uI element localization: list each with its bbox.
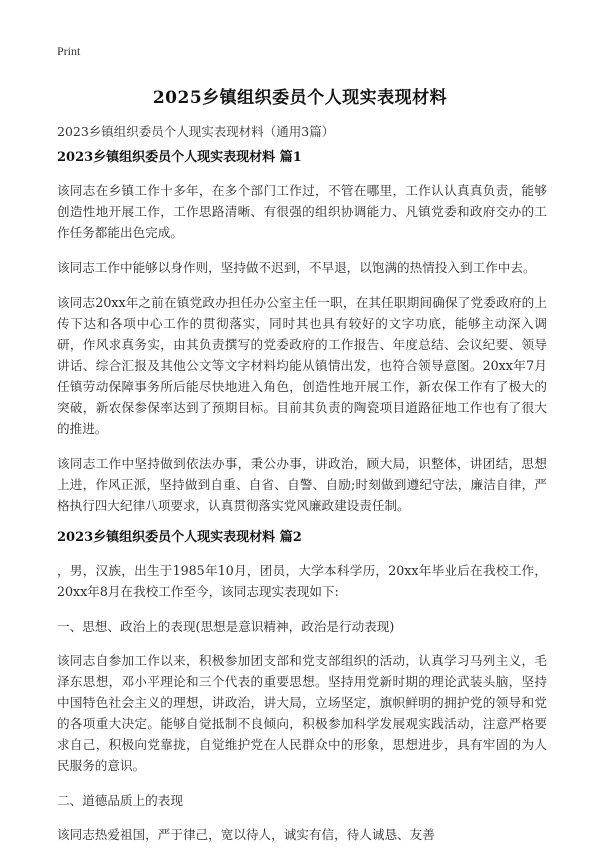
- subheading-paragraph: 二、道德品质上的表现: [57, 793, 183, 808]
- document-subtitle: 2023乡镇组织委员个人现实表现材料（通用3篇）: [57, 124, 335, 139]
- print-link[interactable]: Print: [57, 44, 81, 58]
- section-heading-1: 2023乡镇组织委员个人现实表现材料 篇1: [57, 150, 302, 165]
- paragraph: 该同志自参加工作以来，积极参加团支部和党支部组织的活动，认真学习马列主义，毛泽东思想，邓小平理论和三个代表的重要思想。坚持用党新时期的理论武装头脑，坚持中国特色社会主义的理想，讲政治，讲大局，立场坚定，旗帜鲜明的拥护党的领导和党的各项重大决定。能够自觉抵制不良倾向，积极参加科学发展观实践活动，注意严格要求自己，积极向党靠拢，自觉维护党在人民群众中的形象，思想进步，具有牢固的为人民服务的意识。: [57, 653, 547, 773]
- paragraph: ，男，汉族，出生于1985年10月，团员，大学本科学历，20xx年毕业后在我校工作，20xx年8月在我校工作至今，该同志现实表现如下:: [57, 563, 547, 599]
- paragraph: 该同志工作中能够以身作则，坚持做不迟到，不早退，以饱满的热情投入到工作中去。: [57, 260, 536, 275]
- paragraph: 该同志热爱祖国，严于律己，宽以待人，诚实有信，待人诚恳、友善: [57, 827, 435, 842]
- section-heading-2: 2023乡镇组织委员个人现实表现材料 篇2: [57, 530, 302, 545]
- document-title: 2025乡镇组织委员个人现实表现材料: [152, 88, 448, 108]
- paragraph: 该同志工作中坚持做到依法办事，秉公办事，讲政治，顾大局，识整体，讲团结，思想上进，作风正派，坚持做到自重、自省、自警、自励;时刻做到遵纪守法，廉洁自律，严格执行四大纪律八项要求，认真贯彻落实党风廉政建设责任制。: [57, 456, 547, 513]
- document-body: [57, 150, 547, 859]
- subheading-paragraph: 一、思想、政治上的表现(思想是意识精神，政治是行动表现): [57, 619, 395, 634]
- paragraph: 该同志在乡镇工作十多年，在多个部门工作过，不管在哪里，工作认认真真负责，能够创造性地开展工作，工作思路清晰、有很强的组织协调能力、凡镇党委和政府交办的工作任务都能出色完成。: [57, 183, 547, 240]
- paragraph: 该同志20xx年之前在镇党政办担任办公室主任一职，在其任职期间确保了党委政府的上传下达和各项中心工作的贯彻落实，同时其也具有较好的文字功底，能够主动深入调研，作风求真务实，由其负责撰写的党委政府的工作报告、年度总结、会议纪要、领导讲话、综合汇报及其他公文等文字材料均能从镇情出发，也符合领导意图。20xx年7月任镇劳动保障事务所后能尽快地进入角色，创造性地开展工作，新农保工作有了极大的突破，新农保参保率达到了预期目标。目前其负责的陶瓷项目道路征地工作也有了很大的推进。: [57, 295, 547, 436]
